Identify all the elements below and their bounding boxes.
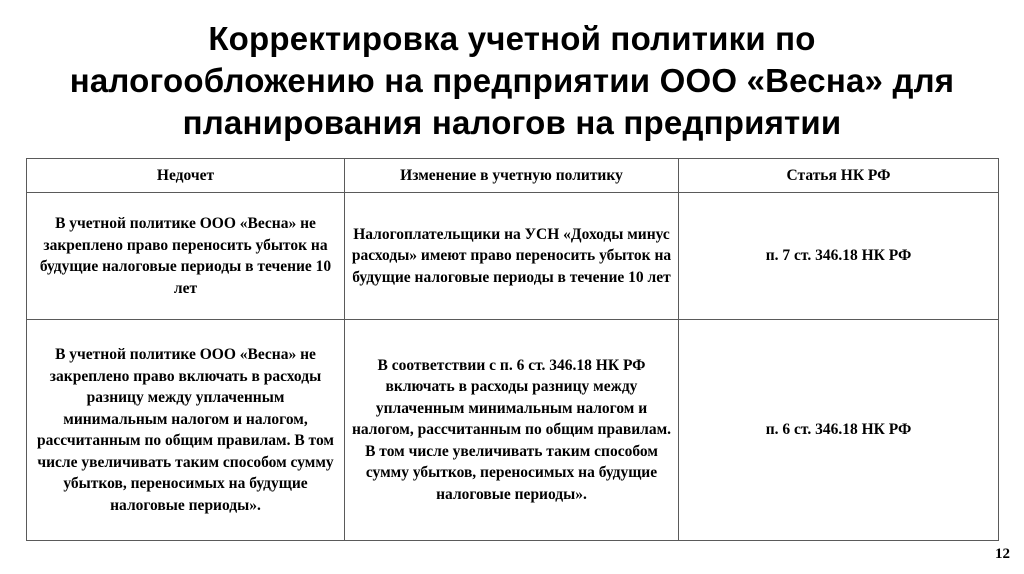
table-row (27, 193, 999, 320)
table-row (27, 320, 999, 541)
cell-issue: В учетной политике ООО «Весна» не закреплено право включать в расходы разницу между уплаченным минимальным налогом и налогом, рассчитанным по общим правилам. В том числе увеличивать таким способом сумму убытков, переносимых на будущие налоговые периоды». (27, 320, 345, 541)
column-header-issue: Недочет (27, 159, 345, 193)
slide-title-line-3: планирования налогов на предприятии (182, 104, 842, 141)
slide-title-line-2: налогообложению на предприятии ООО «Весна» для (69, 62, 955, 99)
slide-title (0, 18, 1024, 144)
cell-article: п. 6 ст. 346.18 НК РФ (679, 320, 999, 541)
table-header-row (27, 159, 999, 193)
policy-table (26, 158, 999, 541)
slide-title-line-1: Корректировка учетной политики по (208, 20, 816, 57)
cell-change: Налогоплательщики на УСН «Доходы минус расходы» имеют право переносить убыток на будущие налоговые периоды в течение 10 лет (345, 193, 679, 320)
column-header-change: Изменение в учетную политику (345, 159, 679, 193)
cell-issue: В учетной политике ООО «Весна» не закреплено право переносить убыток на будущие налоговые периоды в течение 10 лет (27, 193, 345, 320)
cell-article: п. 7 ст. 346.18 НК РФ (679, 193, 999, 320)
page-number: 12 (995, 546, 1010, 562)
column-header-article: Статья НК РФ (679, 159, 999, 193)
cell-change: В соответствии с п. 6 ст. 346.18 НК РФ включать в расходы разницу между уплаченным минимальным налогом и налогом, рассчитанным по общим правилам. В том числе увеличивать таким способом сумму убытков, переносимых на будущие налоговые периоды». (345, 320, 679, 541)
